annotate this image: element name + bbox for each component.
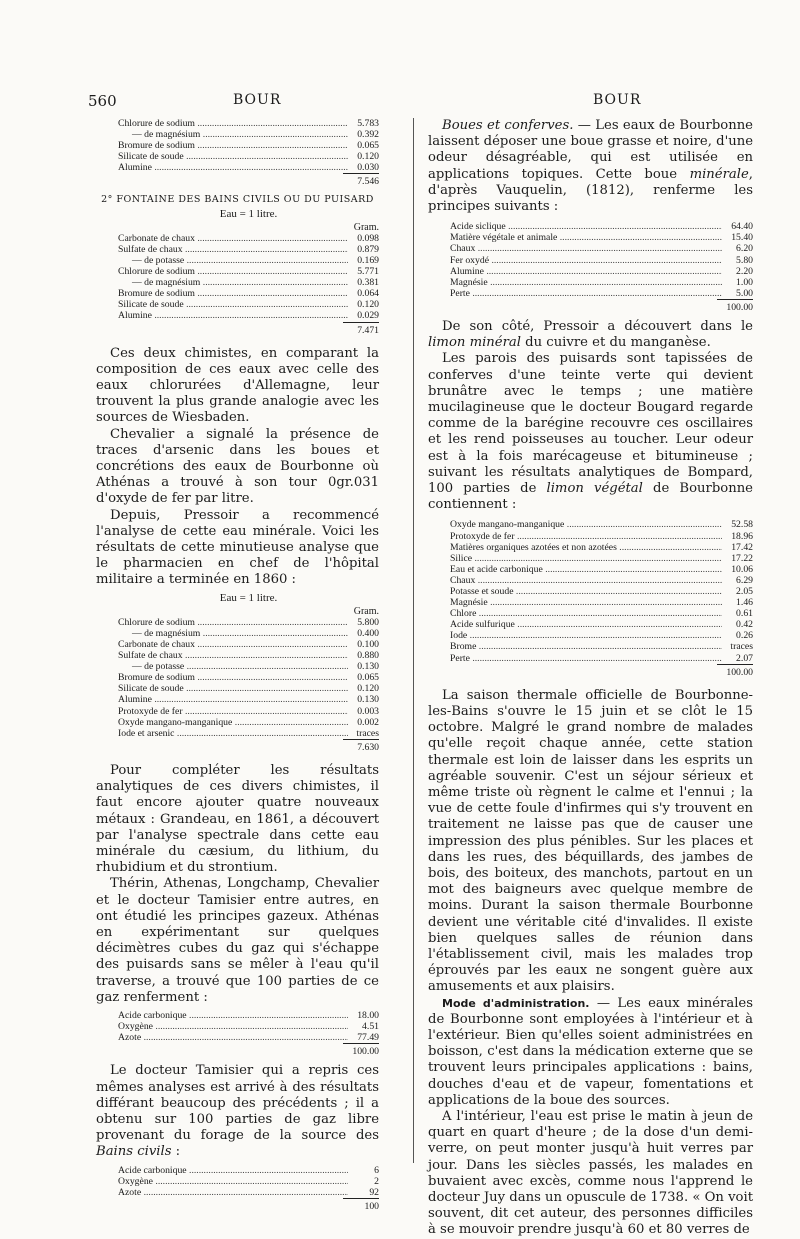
table-row xyxy=(118,1165,379,1176)
substance-name: — de magnésium ..... xyxy=(118,628,348,639)
substance-value: 5.00 xyxy=(736,287,753,299)
substance-name: Silicate de soude ..... xyxy=(118,683,348,694)
substance-name: Carbonate de chaux ..... xyxy=(118,639,348,650)
substance-name: Magnésie ..... xyxy=(450,597,722,608)
table-row xyxy=(118,129,379,140)
substance-value: 0.61 xyxy=(736,608,753,620)
table-row xyxy=(450,243,753,254)
analysis-table-3 xyxy=(118,593,379,753)
table-row xyxy=(118,266,379,277)
paragraph: Ces deux chimistes, en comparant la composition de ces eaux avec celle des eaux chlorurées d'Allemagne, leur trouvent la plus grande analogie avec les sources de Wiesbaden. xyxy=(96,345,379,426)
table-row xyxy=(118,277,379,288)
substance-name: Brome ..... xyxy=(450,641,722,652)
substance-name: Oxyde mangano-manganique ..... xyxy=(118,717,348,728)
substance-name: — de potasse ..... xyxy=(118,661,348,672)
substance-name: Alumine ..... xyxy=(118,162,348,173)
substance-name: Chlore ..... xyxy=(450,608,722,619)
substance-name: Silicate de soude ..... xyxy=(118,151,348,162)
paragraph: Chevalier a signalé la présence de traces d'arsenic dans les boues et concrétions des eaux de Bourbonne où Athénas a trouvé à son tour 0gr.031 d'oxyde de fer par litre. xyxy=(96,426,379,507)
substance-name: Matière végétale et animale ..... xyxy=(450,232,722,243)
table-row xyxy=(118,628,379,639)
table-row xyxy=(118,706,379,717)
left-column xyxy=(96,118,379,1212)
substance-value: 18.00 xyxy=(357,1010,379,1021)
substance-name: Carbonate de chaux ..... xyxy=(118,233,348,244)
substance-name: Chaux ..... xyxy=(450,575,722,586)
substance-name: Iode et arsenic ..... xyxy=(118,728,348,739)
substance-value: 2.20 xyxy=(736,265,753,277)
substance-name: Chlorure de sodium ..... xyxy=(118,617,348,628)
table-row xyxy=(450,542,753,553)
substance-value: 4.51 xyxy=(362,1021,379,1033)
substance-name: Bromure de sodium ..... xyxy=(118,140,348,151)
substance-value: 52.58 xyxy=(731,519,753,531)
table-row xyxy=(118,140,379,151)
substance-value: 0.029 xyxy=(357,310,379,322)
substance-name: Matières organiques azotées et non azotées ..... xyxy=(450,542,722,553)
substance-name: Fer oxydé ..... xyxy=(450,255,722,266)
table-row xyxy=(450,575,753,586)
table-row xyxy=(450,519,753,530)
section-title: Mode d'administration. xyxy=(442,996,590,1010)
substance-name: — de magnésium ..... xyxy=(118,277,348,288)
table-unit-header: Gram. xyxy=(353,221,379,233)
table-total: 7.471 xyxy=(343,322,379,336)
substance-value: 0.098 xyxy=(357,232,379,244)
table-row xyxy=(118,1187,379,1198)
substance-value: 5.800 xyxy=(357,616,379,628)
substance-value: 0.120 xyxy=(357,151,379,163)
substance-name: Acide sulfurique ..... xyxy=(450,619,722,630)
substance-value: 92 xyxy=(369,1186,379,1198)
substance-name: Bromure de sodium ..... xyxy=(118,288,348,299)
paragraph: Le docteur Tamisier qui a repris ces mêmes analyses est arrivé à des résultats différant beaucoup des précédents ; il a obtenu sur 100 parties de gaz libre provenant du forage de la source des Bains civils : xyxy=(96,1063,379,1160)
substance-value: 2.05 xyxy=(736,585,753,597)
substance-name: Magnésie ..... xyxy=(450,277,722,288)
substance-value: 0.880 xyxy=(357,650,379,662)
substance-value: 0.100 xyxy=(357,639,379,651)
substance-value: 6.29 xyxy=(736,574,753,586)
table-row xyxy=(118,118,379,129)
paragraph: Depuis, Pressoir a recommencé l'analyse de cette eau minérale. Voici les résultats de cette minutieuse analyse que le pharmacien en chef de l'hôpital militaire a terminée en 1860 : xyxy=(96,507,379,588)
table-row xyxy=(450,653,753,664)
substance-value: 5.783 xyxy=(357,118,379,129)
table-row xyxy=(118,233,379,244)
table-row xyxy=(450,564,753,575)
table-row xyxy=(450,277,753,288)
analysis-table-1 xyxy=(118,118,379,188)
table-unit-header: Gram. xyxy=(353,605,379,617)
table-total: 100.00 xyxy=(717,664,753,678)
substance-value: 6.20 xyxy=(736,243,753,255)
table-row xyxy=(450,641,753,652)
table-row xyxy=(118,1176,379,1187)
table-row xyxy=(118,617,379,628)
paragraph: A l'intérieur, l'eau est prise le matin à jeun de quart en quart d'heure ; de la dose d'un demi-verre, on peut monter jusqu'à huit verres par jour. Dans les siècles passés, les malades en buvaient avec excès, comme nous l'apprend le docteur Juy dans un opuscule de 1738. « On voit souvent, dit cet auteur, des personnes difficiles à se mouvoir prendre jusqu'à 60 et 80 verres de xyxy=(428,1109,753,1238)
table-row xyxy=(118,650,379,661)
substance-value: 10.06 xyxy=(731,563,753,575)
table-row xyxy=(450,232,753,243)
table-row xyxy=(118,255,379,266)
substance-name: Azote ..... xyxy=(118,1032,348,1043)
table-row xyxy=(118,672,379,683)
substance-name: Oxygène ..... xyxy=(118,1021,348,1032)
substance-name: Bromure de sodium ..... xyxy=(118,672,348,683)
table-row xyxy=(118,310,379,321)
table-row xyxy=(118,1021,379,1032)
substance-value: 0.120 xyxy=(357,683,379,695)
table-unit: Eau = 1 litre. xyxy=(219,207,278,220)
paragraph: Pour compléter les résultats analytiques de ces divers chimistes, il faut encore ajouter quatre nouveaux métaux : Grandeau, en 1861, a découvert par l'analyse spectrale dans cette eau minérale du cæsium, du lithium, du rhubidium et du strontium. xyxy=(96,762,379,876)
substance-value: 0.381 xyxy=(357,277,379,289)
substance-value: 77.49 xyxy=(357,1032,379,1044)
gas-table-athenas xyxy=(118,1010,379,1057)
substance-value: 5.771 xyxy=(357,266,379,278)
substance-value: 18.96 xyxy=(731,530,753,542)
substance-value: 0.030 xyxy=(357,162,379,174)
running-head-left: BOUR xyxy=(233,92,282,108)
substance-value: 0.064 xyxy=(357,288,379,300)
table-row xyxy=(450,597,753,608)
substance-name: Sulfate de chaux ..... xyxy=(118,244,348,255)
table-row xyxy=(450,586,753,597)
substance-value: 0.130 xyxy=(357,694,379,706)
table-row xyxy=(450,221,753,232)
table-row xyxy=(118,1010,379,1021)
table-total: 100.00 xyxy=(343,1043,379,1057)
substance-value: 17.42 xyxy=(731,541,753,553)
substance-name: Chaux ..... xyxy=(450,243,722,254)
substance-value: 2 xyxy=(374,1175,379,1187)
table-row xyxy=(118,661,379,672)
substance-value: 0.879 xyxy=(357,243,379,255)
paragraph: Mode d'administration. — Les eaux minérales de Bourbonne sont employées à l'intérieur et à l'extérieur. Bien qu'elles soient administrées en boisson, c'est dans la médication externe que se trouvent leurs principales applications : bains, douches d'eau et de vapeur, fomentations et applications de la boue des sources. xyxy=(428,995,754,1108)
table-total: 7.630 xyxy=(343,739,379,753)
substance-name: Alumine ..... xyxy=(118,694,348,705)
table-row xyxy=(118,151,379,162)
substance-value: 0.169 xyxy=(357,254,379,266)
gas-table-tamisier xyxy=(118,1165,379,1212)
table-row xyxy=(118,288,379,299)
substance-name: Chlorure de sodium ..... xyxy=(118,266,348,277)
substance-value: 0.065 xyxy=(357,140,379,152)
analysis-table-2 xyxy=(118,209,379,336)
paragraph: Boues et conferves. — Les eaux de Bourbonne laissent déposer une boue grasse et noire, d'une odeur désagréable, qui est utilisée en applications topiques. Cette boue minérale, d'après Vauquelin, (1812), renferme les principes suivants : xyxy=(428,118,753,215)
table-row xyxy=(118,694,379,705)
substance-name: Alumine ..... xyxy=(450,266,722,277)
substance-value: 0.400 xyxy=(357,627,379,639)
paragraph: La saison thermale officielle de Bourbonne-les-Bains s'ouvre le 15 juin et se clôt le 15 octobre. Malgré le grand nombre de malades qu'elle reçoit chaque année, cette station thermale est loin de laisser dans les esprits un agréable souvenir. C'est un séjour sérieux et même triste où règnent le calme et l'ennui ; la vue de cette foule d'infirmes qui s'y trouvent en traitement ne laisse pas que de causer une impression des plus pénibles. Sur les places et dans les rues, des béquillards, des jambes de bois, des boiteux, des manchots, partout en un mot des baigneurs avec quelque membre de moins. Durant la saison thermale Bourbonne devient une véritable cité d'invalides. Il existe bien quelques salles de réunion dans l'établissement civil, mais les malades trop éprouvés par les eaux ne songent guère aux amusements et aux plaisirs. xyxy=(428,687,753,995)
substance-value: 0.26 xyxy=(736,630,753,642)
substance-value: 0.130 xyxy=(357,661,379,673)
substance-name: Alumine ..... xyxy=(118,310,348,321)
substance-name: Silicate de soude ..... xyxy=(118,299,348,310)
substance-value: 17.22 xyxy=(731,552,753,564)
substance-name: Protoxyde de fer ..... xyxy=(118,706,348,717)
substance-value: traces xyxy=(356,727,379,739)
substance-name: Sulfate de chaux ..... xyxy=(118,650,348,661)
substance-value: 1.00 xyxy=(736,276,753,288)
table-row xyxy=(118,717,379,728)
substance-name: — de potasse ..... xyxy=(118,255,348,266)
table-row xyxy=(118,244,379,255)
substance-name: Oxyde mangano-manganique ..... xyxy=(450,519,722,530)
substance-name: Protoxyde de fer ..... xyxy=(450,531,722,542)
table-row xyxy=(450,619,753,630)
table-row xyxy=(450,288,753,299)
substance-value: 0.392 xyxy=(357,129,379,141)
column-divider xyxy=(413,118,414,1163)
substance-name: Potasse et soude ..... xyxy=(450,586,722,597)
table-unit: Eau = 1 litre. xyxy=(219,591,278,604)
substance-value: traces xyxy=(730,641,753,653)
table-total: 100.00 xyxy=(717,299,753,313)
substance-value: 0.002 xyxy=(357,716,379,728)
substance-name: Oxygène ..... xyxy=(118,1176,348,1187)
substance-name: — de magnésium ..... xyxy=(118,129,348,140)
table-row xyxy=(450,255,753,266)
table-total: 100 xyxy=(343,1198,379,1212)
paragraph: De son côté, Pressoir a découvert dans le limon minéral du cuivre et du manganèse. xyxy=(428,318,753,351)
table-row xyxy=(118,299,379,310)
substance-name: Acide carbonique ..... xyxy=(118,1165,348,1176)
substance-name: Perte ..... xyxy=(450,653,722,664)
substance-value: 1.46 xyxy=(736,597,753,609)
paragraph: Les parois des puisards sont tapissées de conferves d'une teinte verte qui devient brunâtre avec le temps ; une matière mucilagineuse que le docteur Bougard regarde comme de la barégine recouvre ces oscillaires et les rend poisseuses au toucher. Leur odeur est à la fois marécageuse et bitumineuse ; suivant les résultats analytiques de Bompard, 100 parties de limon végétal de Bourbonne contiennent : xyxy=(428,351,753,513)
page-number: 560 xyxy=(88,92,117,110)
substance-name: Silice ..... xyxy=(450,553,722,564)
substance-value: 0.065 xyxy=(357,672,379,684)
right-column xyxy=(428,118,753,1239)
paragraph: Thérin, Athenas, Longchamp, Chevalier et le docteur Tamisier entre autres, en ont étudié les principes gazeux. Athénas en expérimentant sur quelques décimètres cubes du gaz qui s'échappe des puisards sans se mêler à l'eau qu'il traverse, a trouvé que 100 parties de ce gaz renferment : xyxy=(96,876,379,1005)
substance-value: 2.07 xyxy=(736,652,753,664)
section-title: Boues et conferves. xyxy=(442,118,574,133)
substance-value: 6 xyxy=(374,1164,379,1176)
substance-name: Azote ..... xyxy=(118,1187,348,1198)
table-row xyxy=(118,683,379,694)
table-row xyxy=(118,639,379,650)
limon-table-bompard xyxy=(450,519,753,677)
substance-value: 64.40 xyxy=(731,221,753,233)
substance-value: 0.003 xyxy=(357,705,379,717)
substance-value: 15.40 xyxy=(731,232,753,244)
substance-name: Acide carbonique ..... xyxy=(118,1010,348,1021)
table-row xyxy=(118,162,379,173)
substance-name: Iode ..... xyxy=(450,630,722,641)
table-row xyxy=(450,531,753,542)
section-heading: 2° FONTAINE DES BAINS CIVILS OU DU PUISARD xyxy=(101,193,374,205)
running-head-right: BOUR xyxy=(593,92,642,108)
table-row xyxy=(450,553,753,564)
substance-name: Perte ..... xyxy=(450,288,722,299)
table-row xyxy=(450,630,753,641)
substance-name: Eau et acide carbonique ..... xyxy=(450,564,722,575)
substance-value: 0.120 xyxy=(357,299,379,311)
table-row xyxy=(118,728,379,739)
table-row xyxy=(450,266,753,277)
table-row xyxy=(118,1032,379,1043)
mud-table-vauquelin xyxy=(450,221,753,313)
substance-name: Chlorure de sodium ..... xyxy=(118,118,348,129)
substance-value: 5.80 xyxy=(736,254,753,266)
substance-value: 0.42 xyxy=(736,619,753,631)
substance-name: Acide siclique ..... xyxy=(450,221,722,232)
table-total: 7.546 xyxy=(343,173,379,187)
table-row xyxy=(450,608,753,619)
